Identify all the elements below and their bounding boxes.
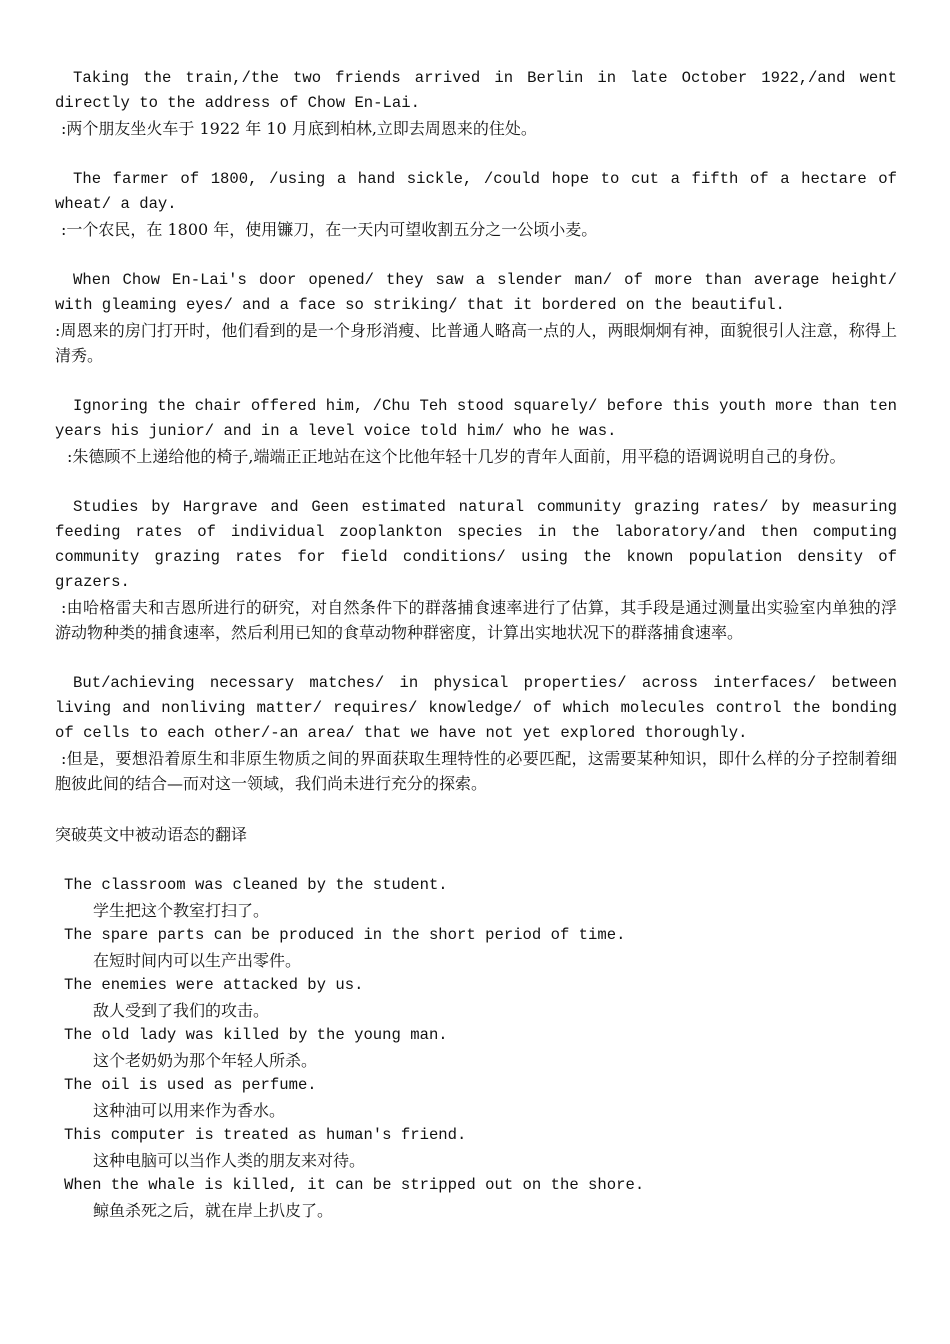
example-chinese: 这种电脑可以当作人类的朋友来对待。 (93, 1151, 366, 1170)
example-chinese: 在短时间内可以生产出零件。 (93, 951, 302, 970)
example-item (55, 1123, 897, 1173)
chinese-translation: :周恩来的房门打开时，他们看到的是一个身形消瘦、比普通人略高一点的人，两眼炯炯有神，面貌很引人注意，称得上清秀。 (55, 321, 897, 365)
chinese-translation: :一个农民，在 1800 年，使用镰刀，在一天内可望收割五分之一公顷小麦。 (61, 220, 598, 239)
example-chinese: 学生把这个教室打扫了。 (93, 901, 270, 920)
example-chinese: 这种油可以用来作为香水。 (93, 1101, 286, 1120)
chinese-translation: :由哈格雷夫和吉恩所进行的研究，对自然条件下的群落捕食速率进行了估算，其手段是通过测量出实验室内单独的浮游动物种类的捕食速率，然后利用已知的食草动物种群密度，计算出实地状况下的群落捕食速率。 (55, 598, 897, 642)
paragraph-5 (55, 495, 897, 645)
example-english: The spare parts can be produced in the short period of time. (64, 926, 626, 944)
example-chinese: 鲸鱼杀死之后，就在岸上扒皮了。 (93, 1201, 334, 1220)
example-item (55, 1023, 897, 1073)
example-item (55, 1173, 897, 1223)
paragraph-2 (55, 167, 897, 242)
example-english: The enemies were attacked by us. (64, 976, 364, 994)
paragraph-4 (55, 394, 897, 469)
example-item (55, 1073, 897, 1123)
paragraph-3 (55, 268, 897, 368)
example-chinese: 敌人受到了我们的攻击。 (93, 1001, 270, 1020)
english-sentence: When Chow En-Lai's door opened/ they saw a slender man/ of more than average height/ with gleaming eyes/ and a face so striking/ that it bordered on the beautiful. (55, 271, 897, 314)
document-page (55, 66, 897, 1223)
section-heading: 突破英文中被动语态的翻译 (55, 825, 248, 844)
example-chinese: 这个老奶奶为那个年轻人所杀。 (93, 1051, 318, 1070)
example-item (55, 973, 897, 1023)
example-item (55, 923, 897, 973)
paragraph-6 (55, 671, 897, 796)
english-sentence: Taking the train,/the two friends arrived in Berlin in late October 1922,/and went directly to the address of Chow En-Lai. (55, 69, 897, 112)
english-sentence: Ignoring the chair offered him, /Chu Teh stood squarely/ before this youth more than ten years his junior/ and in a level voice told him/ who he was. (55, 397, 897, 440)
example-list (55, 873, 897, 1223)
paragraph-1 (55, 66, 897, 141)
example-item (55, 873, 897, 923)
example-english: This computer is treated as human's friend. (64, 1126, 467, 1144)
english-sentence: But/achieving necessary matches/ in physical properties/ across interfaces/ between living and nonliving matter/ requires/ knowledge/ of which molecules control the bonding of cells to each other/-an area/ that we have not yet explored thoroughly. (55, 674, 897, 742)
example-english: When the whale is killed, it can be stripped out on the shore. (64, 1176, 645, 1194)
chinese-translation: :两个朋友坐火车于 1922 年 10 月底到柏林,立即去周恩来的住处。 (61, 119, 537, 138)
chinese-translation: :但是，要想沿着原生和非原生物质之间的界面获取生理特性的必要匹配，这需要某种知识，即什么样的分子控制着细胞彼此间的结合—而对这一领域，我们尚未进行充分的探索。 (55, 749, 897, 793)
example-english: The oil is used as perfume. (64, 1076, 317, 1094)
example-english: The classroom was cleaned by the student. (64, 876, 448, 894)
example-english: The old lady was killed by the young man. (64, 1026, 448, 1044)
english-sentence: The farmer of 1800, /using a hand sickle, /could hope to cut a fifth of a hectare of wheat/ a day. (55, 170, 897, 213)
chinese-translation: :朱德顾不上递给他的椅子,端端正正地站在这个比他年轻十几岁的青年人面前，用平稳的语调说明自己的身份。 (67, 447, 846, 466)
english-sentence: Studies by Hargrave and Geen estimated natural community grazing rates/ by measuring feeding rates of individual zooplankton species in the laboratory/and then computing community grazing rates for field conditions/ using the known population density of grazers. (55, 498, 897, 591)
